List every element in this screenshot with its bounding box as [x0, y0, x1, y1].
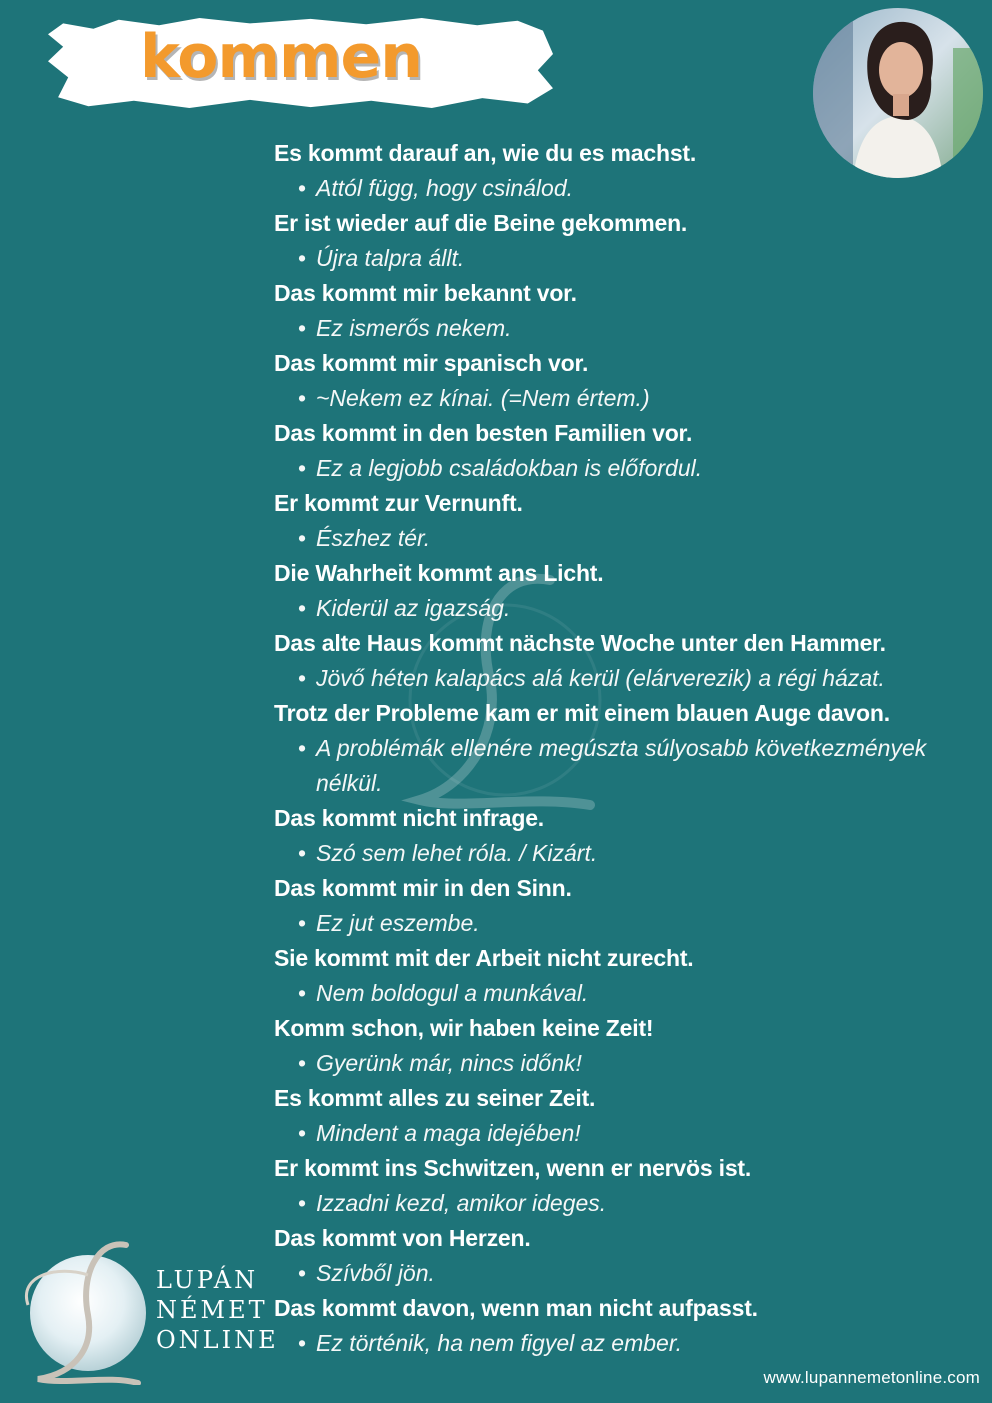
bullet-icon: • [298, 1190, 307, 1216]
bullet-icon: • [298, 385, 307, 411]
logo-line-1: LUPÁN [156, 1266, 259, 1294]
logo-line-3: ONLINE [156, 1326, 279, 1354]
translation-text: Gyerünk már, nincs időnk! [316, 1050, 582, 1076]
german-phrase: Er kommt ins Schwitzen, wenn er nervös ist. [274, 1155, 752, 1181]
german-phrase: Trotz der Probleme kam er mit einem blauen Auge davon. [274, 700, 890, 726]
german-phrase: Das alte Haus kommt nächste Woche unter den Hammer. [274, 630, 886, 656]
translation-text: Ez a legjobb családokban is előfordul. [316, 455, 703, 481]
hungarian-translation [274, 976, 974, 1011]
phrase-entry [274, 416, 974, 486]
bullet-icon: • [298, 175, 307, 201]
phrase-entry [274, 801, 974, 871]
german-phrase: Es kommt alles zu seiner Zeit. [274, 1085, 596, 1111]
translation-text: ~Nekem ez kínai. (=Nem értem.) [316, 385, 650, 411]
german-phrase: Das kommt nicht infrage. [274, 805, 544, 831]
bullet-icon: • [298, 735, 307, 761]
bullet-icon: • [298, 455, 307, 481]
german-phrase: Komm schon, wir haben keine Zeit! [274, 1015, 654, 1041]
translation-text: Ez jut eszembe. [316, 910, 480, 936]
bullet-icon: • [298, 595, 307, 621]
phrase-entry [274, 486, 974, 556]
hungarian-translation [274, 1046, 974, 1081]
phrase-entry [274, 1291, 974, 1361]
hungarian-translation [274, 731, 974, 801]
translation-text: Szó sem lehet róla. / Kizárt. [316, 840, 598, 866]
bullet-icon: • [298, 665, 307, 691]
hungarian-translation [274, 241, 974, 276]
hungarian-translation [274, 1116, 974, 1151]
bullet-icon: • [298, 245, 307, 271]
german-phrase: Das kommt mir bekannt vor. [274, 280, 577, 306]
phrase-entry [274, 1011, 974, 1081]
german-phrase: Das kommt davon, wenn man nicht aufpasst. [274, 1295, 758, 1321]
hungarian-translation [274, 591, 974, 626]
logo-emblem [18, 1235, 158, 1385]
bullet-icon: • [298, 1260, 307, 1286]
bullet-icon: • [298, 525, 307, 551]
translation-text: Jövő héten kalapács alá kerül (elárverezik) a régi házat. [316, 665, 885, 691]
translation-text: Szívből jön. [316, 1260, 435, 1286]
phrase-entry [274, 1221, 974, 1291]
translation-text: A problémák ellenére megúszta súlyosabb következmények nélkül. [316, 735, 927, 796]
german-phrase: Das kommt mir in den Sinn. [274, 875, 572, 901]
translation-text: Kiderül az igazság. [316, 595, 511, 621]
phrase-list [274, 136, 974, 1361]
translation-text: Izzadni kezd, amikor ideges. [316, 1190, 607, 1216]
translation-text: Ez történik, ha nem figyel az ember. [316, 1330, 683, 1356]
hungarian-translation [274, 171, 974, 206]
phrase-entry [274, 871, 974, 941]
website-link[interactable]: www.lupannemetonline.com [763, 1368, 980, 1387]
bullet-icon: • [298, 910, 307, 936]
phrase-entry [274, 346, 974, 416]
bullet-icon: • [298, 980, 307, 1006]
translation-text: Észhez tér. [316, 525, 431, 551]
hungarian-translation [274, 836, 974, 871]
german-phrase: Sie kommt mit der Arbeit nicht zurecht. [274, 945, 694, 971]
phrase-entry [274, 1151, 974, 1221]
german-phrase: Er kommt zur Vernunft. [274, 490, 523, 516]
german-phrase: Das kommt von Herzen. [274, 1225, 531, 1251]
phrase-entry [274, 941, 974, 1011]
german-phrase: Die Wahrheit kommt ans Licht. [274, 560, 604, 586]
german-phrase: Das kommt mir spanisch vor. [274, 350, 589, 376]
bullet-icon: • [298, 1330, 307, 1356]
translation-text: Nem boldogul a munkával. [316, 980, 589, 1006]
bullet-icon: • [298, 1050, 307, 1076]
logo-wordmark [156, 1265, 279, 1355]
phrase-entry [274, 136, 974, 206]
hungarian-translation [274, 451, 974, 486]
phrase-entry [274, 206, 974, 276]
german-phrase: Er ist wieder auf die Beine gekommen. [274, 210, 688, 236]
hungarian-translation [274, 521, 974, 556]
bullet-icon: • [298, 1120, 307, 1146]
logo-line-2: NÉMET [156, 1296, 268, 1324]
bullet-icon: • [298, 840, 307, 866]
german-phrase: Es kommt darauf an, wie du es machst. [274, 140, 697, 166]
phrase-entry [274, 1081, 974, 1151]
page-title: kommen [140, 22, 422, 92]
hungarian-translation [274, 311, 974, 346]
bullet-icon: • [298, 315, 307, 341]
hungarian-translation [274, 1186, 974, 1221]
phrase-entry [274, 556, 974, 626]
german-phrase: Das kommt in den besten Familien vor. [274, 420, 693, 446]
translation-text: Ez ismerős nekem. [316, 315, 512, 341]
hungarian-translation [274, 906, 974, 941]
hungarian-translation [274, 661, 974, 696]
translation-text: Újra talpra állt. [316, 245, 465, 271]
translation-text: Attól függ, hogy csinálod. [316, 175, 573, 201]
hungarian-translation [274, 1326, 974, 1361]
phrase-entry [274, 276, 974, 346]
hungarian-translation [274, 381, 974, 416]
hungarian-translation [274, 1256, 974, 1291]
translation-text: Mindent a maga idejében! [316, 1120, 581, 1146]
brand-logo [18, 1235, 279, 1385]
phrase-entry [274, 626, 974, 696]
phrase-entry [274, 696, 974, 801]
